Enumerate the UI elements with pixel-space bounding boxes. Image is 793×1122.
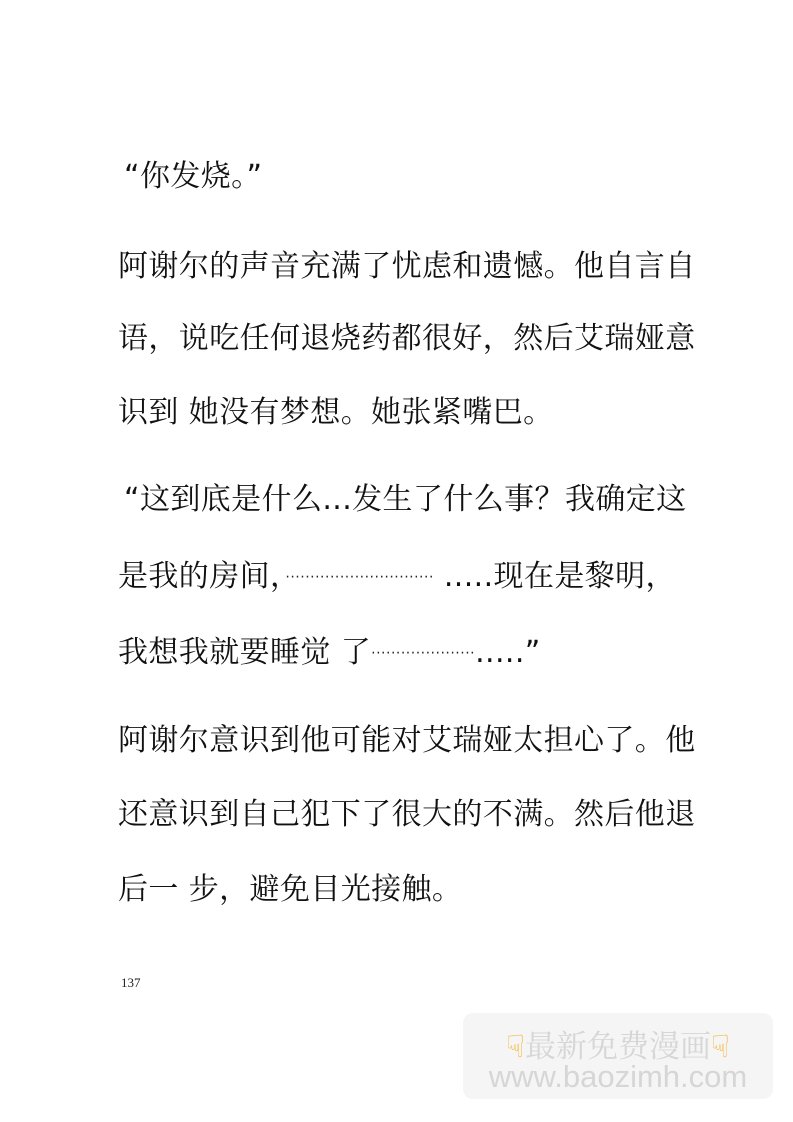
watermark xyxy=(463,1013,773,1099)
text-segment: .....” xyxy=(475,635,541,670)
page-number: 137 xyxy=(121,975,141,990)
text-segment: 我想我就要睡觉 了 xyxy=(118,635,372,670)
text-line: 识到 她没有梦想。她张紧嘴巴。 xyxy=(118,395,554,430)
text-line: “你发烧。” xyxy=(124,159,263,194)
dot-leader: ······························ xyxy=(285,569,434,586)
text-line: 阿谢尔意识到他可能对艾瑞娅太担心了。他 xyxy=(118,723,696,758)
text-line: 阿谢尔的声音充满了忧虑和遗憾。他自言自 xyxy=(118,249,696,284)
text-line xyxy=(118,559,676,596)
text-line: 还意识到自己犯下了很大的不满。然后他退 xyxy=(118,797,696,832)
watermark-url: www.baozimh.com xyxy=(488,1059,748,1094)
text-line: “这到底是什么...发生了什么事？我确定这 xyxy=(124,482,687,517)
text-line xyxy=(118,635,541,672)
text-segment: 是我的房间， xyxy=(118,559,286,594)
text-line: 后一 步，避免目光接触。 xyxy=(118,872,463,907)
pointing-down-hand-icon: ☟ xyxy=(506,1029,525,1065)
watermark-title-text: 最新免费漫画 xyxy=(525,1029,711,1065)
dot-leader: ····················· xyxy=(371,645,476,662)
pointing-down-hand-icon: ☟ xyxy=(711,1029,730,1065)
text-segment: .....现在是黎明， xyxy=(443,559,676,594)
text-line: 语，说吃任何退烧药都很好，然后艾瑞娅意 xyxy=(118,321,696,356)
